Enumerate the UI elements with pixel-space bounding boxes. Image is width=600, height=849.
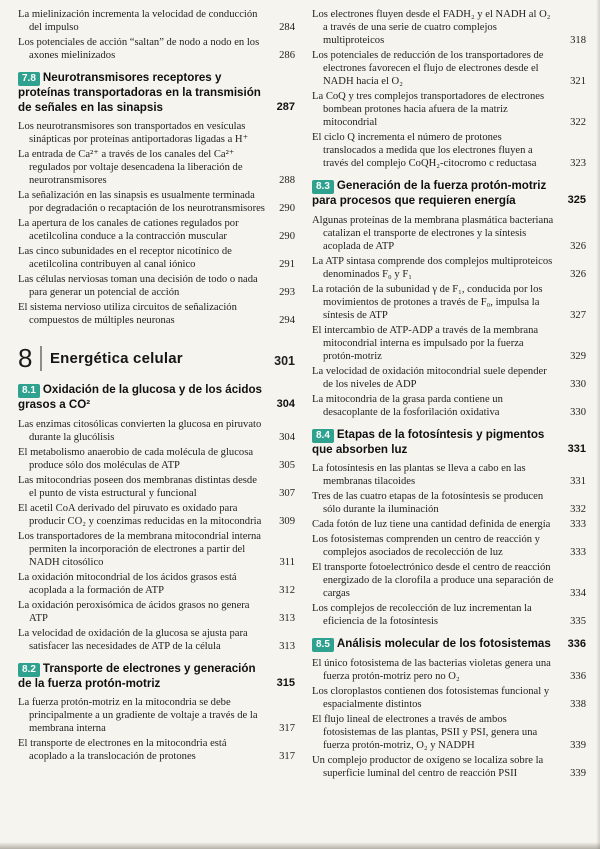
entry-text: La oxidación peroxisómica de ácidos grasos no genera ATP: [18, 599, 250, 624]
toc-entry: [18, 530, 295, 569]
entry-page-number: 286: [279, 50, 295, 61]
entry-text: La apertura de los canales de cationes regulados por acetilcolina conduce a la contracción muscular: [18, 218, 239, 242]
entry-page-number: 290: [279, 231, 295, 242]
section-page-number: 304: [276, 398, 295, 410]
entry-text: La entrada de Ca²⁺ a través de los canales del Ca²⁺ regulados por voltaje desencadena la liberación de neurotransmisores: [18, 149, 243, 186]
entry-text: El ciclo Q incrementa el número de protones translocados a medida que los electrones fluyen a través del complejo CoQH₂-citocromo c reductasa: [312, 132, 537, 169]
toc-entry: [18, 599, 295, 625]
section-title: Oxidación de la glucosa y de los ácidos grasos a CO²: [18, 383, 262, 411]
section-title: Transporte de electrones y generación de la fuerza protón-motriz: [18, 661, 256, 690]
entry-page-number: 323: [570, 158, 586, 169]
entry-text: Tres de las cuatro etapas de la fotosíntesis se producen sólo durante la iluminación: [312, 491, 544, 515]
entry-page-number: 322: [570, 117, 586, 128]
entry-text: Las células nerviosas toman una decisión de todo o nada para generar un potencial de acción: [18, 274, 258, 298]
toc-entry: [18, 502, 295, 528]
toc-entry: [312, 462, 586, 488]
toc-entry: [312, 255, 586, 281]
toc-entry: [312, 490, 586, 516]
toc-entry: [312, 518, 586, 531]
toc-entry: [312, 8, 586, 47]
scan-shadow-right: [596, 0, 600, 849]
chapter-page-number: 301: [274, 354, 295, 368]
entry-page-number: 334: [570, 588, 586, 599]
entry-page-number: 331: [570, 476, 586, 487]
entry-page-number: 339: [570, 768, 586, 779]
entry-page-number: 317: [279, 723, 295, 734]
toc-entry: [18, 301, 295, 327]
toc-entry: [312, 685, 586, 711]
chapter-heading: [18, 343, 295, 373]
toc-entry: [312, 49, 586, 88]
entry-text: El único fotosistema de las bacterias violetas genera una fuerza protón-motriz pero no O₂: [312, 658, 551, 682]
entry-text: Los neurotransmisores son transportados en vesículas sinápticas por proteínas antiportadoras ligadas a H⁺: [18, 121, 249, 145]
section-title: Análisis molecular de los fotosistemas: [336, 637, 551, 650]
entry-page-number: 307: [279, 487, 295, 499]
section-number-badge: 7.8: [18, 72, 40, 86]
entry-page-number: 332: [570, 504, 586, 515]
entry-page-number: 317: [279, 751, 295, 762]
entry-page-number: 326: [570, 240, 586, 252]
entry-page-number: 333: [570, 547, 586, 558]
entry-page-number: 312: [279, 584, 295, 596]
section-heading: [312, 179, 586, 209]
section-heading: [312, 637, 586, 652]
entry-text: La rotación de la subunidad γ de F₁, conducida por los movimientos de protones a través de F₀, impulsa la síntesis de ATP: [312, 283, 543, 321]
entry-text: Los electrones fluyen desde el FADH₂ y el NADH al O₂ a través de una serie de cuatro complejos multiproteicos: [312, 9, 551, 46]
entry-text: Los cloroplastos contienen dos fotosistemas funcional y espacialmente distintos: [312, 686, 550, 710]
toc-entry: [312, 90, 586, 129]
entry-page-number: 333: [570, 519, 586, 530]
toc-entry: [18, 8, 295, 34]
entry-text: Algunas proteínas de la membrana plasmática bacteriana catalizan el transporte de electrones y la síntesis acoplada de ATP: [312, 214, 554, 252]
toc-entry: [18, 627, 295, 653]
toc-entry: [18, 245, 295, 271]
toc-entry: [312, 561, 586, 600]
section-number-badge: 8.3: [312, 180, 334, 194]
section-number-badge: 8.4: [312, 429, 334, 443]
entry-text: Los potenciales de acción “saltan” de nodo a nodo en los axones mielinizados: [18, 37, 260, 61]
section-page-number: 325: [567, 194, 586, 206]
entry-text: El transporte de electrones en la mitocondria está acoplado a la translocación de protones: [18, 738, 227, 762]
scan-shadow-bottom: [0, 842, 600, 849]
entry-text: Los potenciales de reducción de los transportadores de electrones favorecen el flujo de electrones desde el NADH hacia el O₂: [312, 50, 544, 87]
section-page-number: 331: [567, 442, 586, 455]
section-page-number: 336: [567, 637, 586, 650]
toc-entry: [18, 273, 295, 299]
toc-entry: [18, 148, 295, 187]
entry-page-number: 293: [279, 287, 295, 298]
entry-page-number: 329: [570, 350, 586, 362]
section-title: Generación de la fuerza protón-motriz para procesos que requieren energía: [312, 179, 547, 207]
entry-text: El acetil CoA derivado del piruvato es oxidado para producir CO₂ y coenzimas reducidas en la mitocondria: [18, 502, 262, 527]
entry-text: Las cinco subunidades en el receptor nicotínico de acetilcolina contribuyen al canal iónico: [18, 246, 232, 270]
toc-entry: [18, 189, 295, 215]
entry-page-number: 313: [279, 612, 295, 624]
entry-page-number: 294: [279, 315, 295, 326]
entry-text: Las mitocondrias poseen dos membranas distintas desde el punto de vista estructural y funcional: [18, 474, 257, 499]
entry-text: El intercambio de ATP-ADP a través de la membrana mitocondrial interna es impulsado por la fuerza protón-motriz: [312, 324, 539, 362]
entry-page-number: 336: [570, 671, 586, 682]
section-title: Neurotransmisores receptores y proteínas transportadoras en la transmisión de señales en las sinapsis: [18, 71, 261, 114]
section-heading: [18, 383, 295, 413]
toc-entry: [18, 120, 295, 146]
entry-page-number: 326: [570, 268, 586, 280]
section-title: Etapas de la fotosíntesis y pigmentos que absorben luz: [312, 427, 545, 456]
section-heading: [18, 71, 295, 115]
section-number-badge: 8.2: [18, 663, 40, 677]
entry-page-number: 330: [570, 378, 586, 390]
entry-text: El transporte fotoelectrónico desde el centro de reacción energizado de la clorofila a produce una separación de cargas: [312, 562, 554, 599]
entry-text: La ATP sintasa comprende dos complejos multiproteicos denominados F₀ y F₁: [312, 255, 553, 280]
toc-entry: [312, 713, 586, 752]
toc-entry: [312, 754, 586, 780]
chapter-divider: [40, 346, 42, 371]
toc-entry: [18, 571, 295, 597]
entry-page-number: 335: [570, 616, 586, 627]
toc-entry: [312, 131, 586, 170]
entry-page-number: 330: [570, 406, 586, 418]
entry-page-number: 327: [570, 309, 586, 321]
entry-page-number: 313: [279, 640, 295, 652]
entry-page-number: 288: [279, 175, 295, 186]
entry-text: Un complejo productor de oxígeno se localiza sobre la superficie luminal del centro de reacción PSII: [312, 755, 544, 779]
entry-page-number: 311: [279, 556, 295, 568]
entry-page-number: 290: [279, 203, 295, 214]
entry-text: Los complejos de recolección de luz incrementan la eficiencia de la fotosíntesis: [312, 603, 532, 627]
entry-text: El sistema nervioso utiliza circuitos de señalización compuestos de múltiples neuronas: [18, 302, 237, 326]
entry-text: Cada fotón de luz tiene una cantidad definida de energía: [312, 519, 551, 530]
entry-text: La fuerza protón-motriz en la mitocondria se debe principalmente a un gradiente de voltaje a través de la membrana interna: [18, 697, 258, 734]
toc-entry: [18, 474, 295, 500]
section-page-number: 315: [276, 676, 295, 689]
entry-text: Los fotosistemas comprenden un centro de reacción y complejos asociados de recolección de luz: [312, 534, 540, 558]
entry-page-number: 339: [570, 740, 586, 751]
toc-entry: [312, 283, 586, 322]
toc-entry: [18, 36, 295, 62]
entry-page-number: 304: [279, 431, 295, 443]
toc-entry: [312, 533, 586, 559]
entry-text: El metabolismo anaerobio de cada molécula de glucosa produce sólo dos moléculas de ATP: [18, 446, 254, 471]
toc-entry: [312, 324, 586, 363]
entry-text: Las enzimas citosólicas convierten la glucosa en piruvato durante la glucólisis: [18, 418, 262, 443]
entry-page-number: 338: [570, 699, 586, 710]
entry-text: Los transportadores de la membrana mitocondrial interna permiten la incorporación de electrones a partir del NADH citosólico: [18, 530, 261, 568]
entry-page-number: 309: [279, 515, 295, 527]
section-heading: [312, 428, 586, 458]
toc-entry: [312, 657, 586, 683]
toc-entry: [18, 737, 295, 763]
toc-column-right: [312, 8, 586, 782]
entry-text: La mitocondria de la grasa parda contiene un desacoplante de la fosforilación oxidativa: [312, 393, 503, 418]
entry-text: La velocidad de oxidación mitocondrial suele depender de los niveles de ADP: [312, 365, 547, 390]
entry-text: La fotosíntesis en las plantas se lleva a cabo en las membranas tilacoides: [312, 463, 526, 487]
toc-column-left: [18, 8, 295, 765]
entry-page-number: 321: [570, 76, 586, 87]
entry-page-number: 318: [570, 35, 586, 46]
toc-entry: [312, 602, 586, 628]
entry-page-number: 284: [279, 22, 295, 33]
entry-text: La mielinización incrementa la velocidad de conducción del impulso: [18, 9, 258, 33]
toc-entry: [312, 393, 586, 419]
toc-entry: [312, 365, 586, 391]
toc-entry: [312, 214, 586, 253]
section-number-badge: 8.5: [312, 638, 334, 652]
section-number-badge: 8.1: [18, 384, 40, 398]
toc-entry: [18, 418, 295, 444]
toc-entry: [18, 696, 295, 735]
chapter-number: 8: [18, 343, 33, 373]
entry-text: La CoQ y tres complejos transportadores de electrones bombean protones hacia afuera de la matriz mitocondrial: [312, 91, 545, 128]
toc-entry: [18, 446, 295, 472]
entry-page-number: 305: [279, 459, 295, 471]
entry-text: El flujo lineal de electrones a través de ambos fotosistemas de las plantas, PSII y PSI, genera una fuerza protón-motriz, O₂ y NADPH: [312, 714, 538, 751]
entry-text: La oxidación mitocondrial de los ácidos grasos está acoplada a la formación de ATP: [18, 571, 237, 596]
entry-text: La velocidad de oxidación de la glucosa se ajusta para satisfacer las necesidades de ATP de la célula: [18, 627, 248, 652]
chapter-title: Energética celular: [49, 349, 183, 367]
section-heading: [18, 662, 295, 692]
entry-text: La señalización en las sinapsis es usualmente terminada por degradación o recaptación de los neurotransmisores: [18, 190, 265, 214]
toc-entry: [18, 217, 295, 243]
section-page-number: 287: [276, 100, 295, 113]
entry-page-number: 291: [279, 259, 295, 270]
